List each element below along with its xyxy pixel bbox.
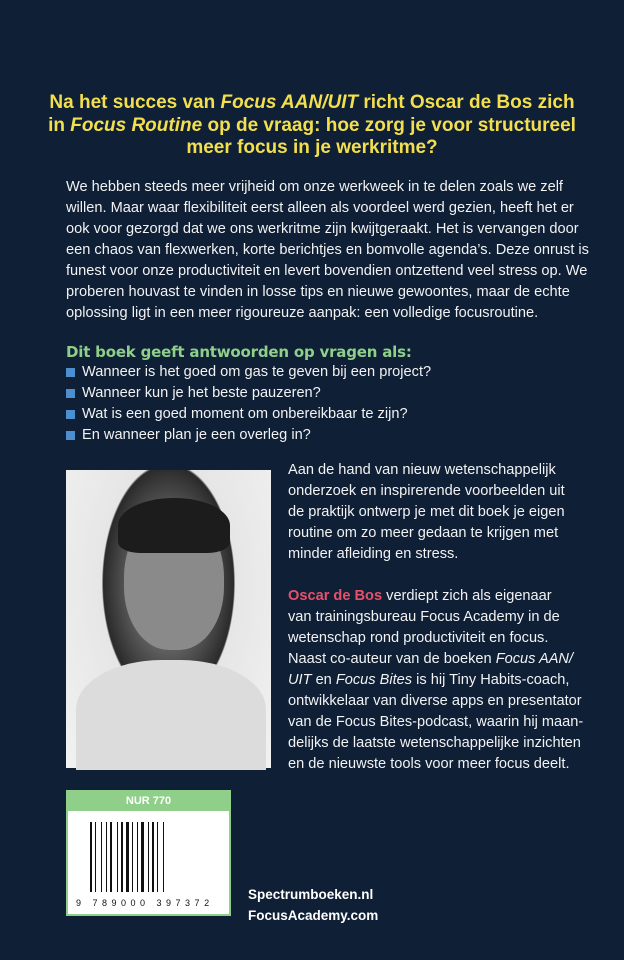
barcode-bar [145,822,147,892]
question-text: En wanneer plan je een overleg in? [82,427,311,443]
text-segment: verdiept zich als eigenaar [382,588,552,604]
text-segment: routine om zo meer gedaan te krijgen met [288,525,559,541]
bio-line [288,649,583,670]
text-segment: in [48,114,71,136]
text-segment: van trainingsbureau Focus Academy in de [288,609,560,625]
bio-line [288,565,583,586]
text-segment: is hij Tiny Habits-coach, [412,672,570,688]
barcode-bar [159,822,162,892]
question-item [66,383,431,404]
barcode-bar [139,822,140,892]
text-segment: Focus Routine [70,114,203,136]
text-segment: Focus Bites [335,672,413,688]
barcode-bar [93,822,94,892]
questions-list [66,362,431,446]
bio-line [288,481,583,502]
barcode-bar [132,822,133,892]
barcode-bar [137,822,138,892]
bio-line [288,523,583,544]
bio-line [288,733,583,754]
author-photo [66,470,271,768]
text-segment: op de vraag: hoe zorg je voor structureel [202,114,576,136]
barcode-bar [130,822,131,892]
question-text: Wat is een goed moment om onbereikbaar te zijn? [82,406,408,422]
intro-line: willen. Maar waar flexibiliteit eerst alleen als voordeel werd gezien, heeft het er [66,200,574,216]
barcode-bar [157,822,158,892]
bio-line [288,670,583,691]
question-text: Wanneer kun je het beste pauzeren? [82,385,321,401]
questions-heading: Dit boek geeft antwoorden op vragen als: [66,343,412,361]
bio-line [288,691,583,712]
question-item [66,425,431,446]
question-item [66,362,431,383]
intro-paragraph [66,177,589,324]
text-segment: Focus AAN/UIT [220,92,359,113]
barcode-bar [90,822,92,892]
headline [40,92,584,160]
bio-line [288,460,583,481]
barcode-bar [148,822,149,892]
author-bio [288,460,583,775]
intro-line: oplossing ligt in een meer rigoureuze aanpak: een volledige focusroutine. [66,305,539,321]
isbn-digits: 9 789000 397372 [76,898,214,908]
barcode-bar [95,822,96,892]
barcode-bar [126,822,129,892]
text-segment: van de Focus Bites-podcast, waarin hij maan- [288,714,584,730]
square-bullet-icon [66,410,75,419]
intro-line: proberen houvast te vinden in losse tips en nieuwe gewoontes, maar de echte [66,284,570,300]
bio-line [288,586,583,607]
barcode-icon [90,822,205,902]
text-segment: onderzoek en inspirerende voorbeelden uit [288,483,565,499]
text-segment: Aan de hand van nieuw wetenschappelijk [288,462,556,478]
barcode-bar [152,822,154,892]
text-segment: delijks de laatste wetenschappelijke inzichten [288,735,581,751]
bio-line [288,712,583,733]
square-bullet-icon [66,368,75,377]
bio-line [288,607,583,628]
publisher-links [248,884,378,926]
text-segment: meer focus in je werkritme? [186,137,438,158]
barcode-bar [165,822,167,892]
intro-line: een chaos van flexwerken, korte berichtjes en bomvolle agenda’s. Deze onrust is [66,242,589,258]
nur-code: NUR 770 [68,792,229,811]
text-segment: Naast co-auteur van de boeken [288,651,496,667]
barcode-bar [141,822,144,892]
text-segment: wetenschap rond productiviteit en focus. [288,630,549,646]
link-spectrumboeken[interactable]: Spectrumboeken.nl [248,887,374,902]
headline-line [40,115,584,138]
text-segment: en de nieuwste tools voor meer focus deelt. [288,756,570,772]
text-segment: Oscar de Bos [288,588,383,604]
barcode-bar [106,822,107,892]
headline-line [40,137,584,160]
text-segment: de praktijk ontwerp je met dit boek je eigen [288,504,565,520]
barcode-bar [117,822,118,892]
text-segment: richt Oscar de Bos zich [358,92,575,113]
barcode-bar [134,822,136,892]
barcode-bar [113,822,116,892]
barcode-bar [97,822,100,892]
text-segment: en [311,672,336,688]
question-text: Wanneer is het goed om gas te geven bij een project? [82,364,432,380]
square-bullet-icon [66,431,75,440]
text-segment: Na het succes van [49,92,221,113]
text-segment: UIT [288,672,312,688]
text-segment: minder afleiding en stress. [288,546,459,562]
bio-line [288,502,583,523]
headline-line [40,92,584,115]
intro-line: funest voor onze productiviteit en levert bovendien ontzettend veel stress op. We [66,263,588,279]
barcode-box [66,790,231,916]
barcode-bar [155,822,156,892]
barcode-bar [101,822,102,892]
link-focusacademy[interactable]: FocusAcademy.com [248,908,379,923]
text-segment: Focus AAN/ [495,651,574,667]
barcode-bar [163,822,164,892]
barcode-bar [110,822,112,892]
intro-line: We hebben steeds meer vrijheid om onze werkweek in te delen zoals we zelf [66,179,563,195]
barcode-bar [119,822,120,892]
intro-line: ook voor gezorgd dat we ons werkritme zijn kwijtgeraakt. Het is vervangen door [66,221,579,237]
barcode-bar [124,822,125,892]
bio-line [288,754,583,775]
barcode-bar [150,822,151,892]
question-item [66,404,431,425]
barcode-bar [108,822,109,892]
barcode-bar [103,822,105,892]
text-segment: ontwikkelaar van diverse apps en presentator [288,693,582,709]
bio-line [288,628,583,649]
bio-line [288,544,583,565]
barcode-bar [121,822,123,892]
square-bullet-icon [66,389,75,398]
